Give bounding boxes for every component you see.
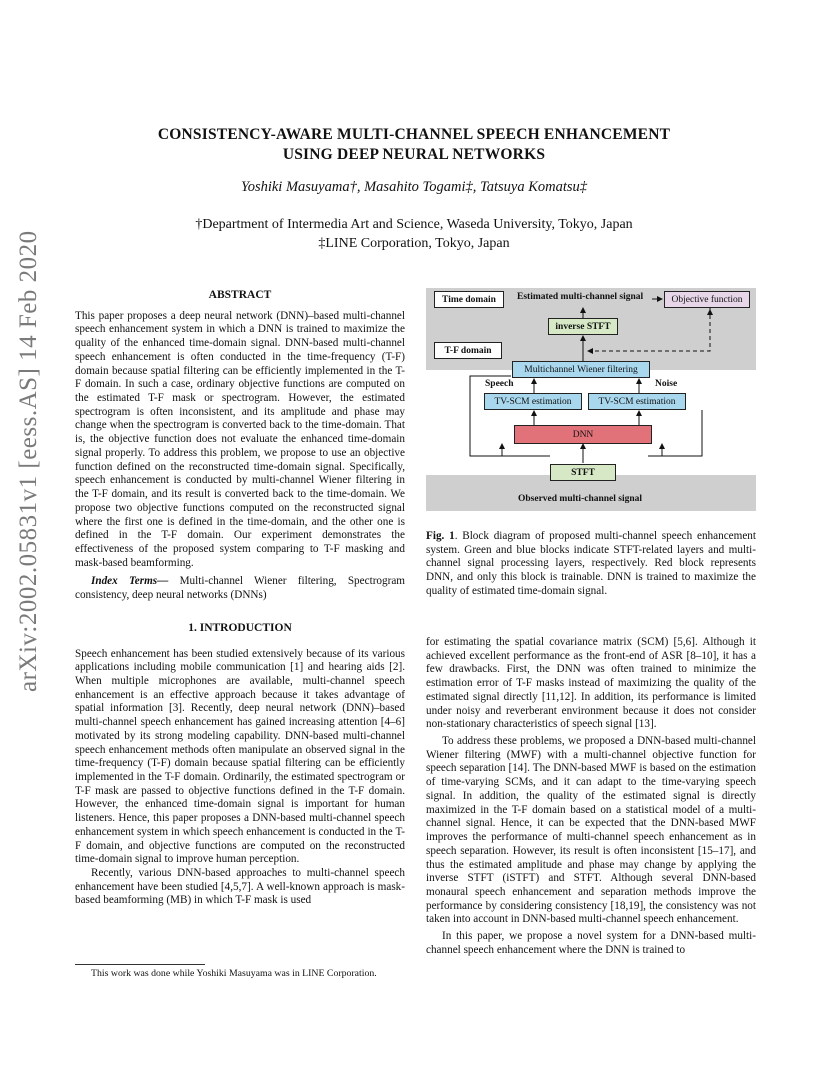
abstract-text: This paper proposes a deep neural network (DNN)–based multi-channel speech enhancement system in which a DNN is trained to maximize the quality of the enhanced time-domain signal. DNN-based multi-channel speech enhancement is often conducted in the time-frequency (T-F) domain because spatial filtering can be efficiently implemented in the T-F domain. In such a case, ordinary objective functions are computed on the estimated T-F mask or spectrogram. However, the estimated spectrogram is often inconsistent, and its amplitude and phase may change when the spectrogram is converted back to the time-domain. That is, the objective function does not evaluate the enhanced time-domain signal properly. To address this problem, we propose to use an objective function defined on the reconstructed time-domain signal. Specifically, speech enhancement is conducted by multi-channel Wiener filtering in the T-F domain, and its result is converted back to the time-domain. We propose two objective functions computed on the reconstructed signal where the first one is defined in the time-domain, and the other one is defined in the T-F domain. Our experiment demonstrates the effectiveness of the proposed system comparing to T-F masking and mask-based beamforming. [75, 309, 405, 569]
affiliation-2: ‡LINE Corporation, Tokyo, Japan [318, 236, 510, 251]
inverse-stft-box: inverse STFT [548, 318, 618, 335]
intro-paragraph-1: Speech enhancement has been studied extensively because of its various applications including mobile communication [1] and hearing aids [2]. When multiple microphones are available, multi-channel speech enhancement is an effective approach because it takes advantage of spatial information [3]. Recently, deep neural network (DNN)–based multi-channel speech enhancement has gained increasing attention [4–6] motivated by its strong modeling capability. DNN-based multi-channel speech enhancement methods often manipulate an observed signal in the time-frequency (T-F) domain because spatial filtering can be efficiently implemented in the T-F domain. Ordinarily, the estimated spectrogram or T-F mask are passed to objective functions defined in the T-F domain. However, the enhanced time-domain signal is important for human listeners. Hence, this paper proposes a DNN-based multi-channel speech enhancement system in which speech enhancement is conducted in the T-F domain, and objective functions are computed on the reconstructed time-domain signal to improve human perception. [75, 647, 405, 866]
speech-label: Speech [485, 379, 514, 389]
objective-function-box: Objective function [664, 291, 750, 308]
tv-scm-box-noise: TV-SCM estimation [588, 393, 686, 410]
authors: Yoshiki Masuyama†, Masahito Togami‡, Tatsuya Komatsu‡ [240, 179, 588, 195]
index-terms-label: Index Terms— [91, 575, 169, 588]
caption-label: Fig. 1 [426, 530, 455, 542]
noise-label: Noise [655, 379, 678, 389]
time-domain-label: Time domain [434, 291, 504, 308]
introduction-heading: 1. INTRODUCTION [188, 621, 292, 634]
right-paragraph-1: for estimating the spatial covariance matrix (SCM) [5,6]. Although it achieved excellent performance as the front-end of ASR [8–10], it has a few drawbacks. First, the DNN was often trained to minimize the estimation error of T-F masks instead of maximizing the quality of the estimated signal directly [11,12]. In addition, its performance is limited under noisy and reverberant environment because it does not consider non-stationary characteristics of speech signal [13]. [426, 636, 756, 731]
right-column [426, 636, 756, 958]
intro-paragraph-2: Recently, various DNN-based approaches to multi-channel speech enhancement have been studied [4,5,7]. A well-known approach is mask-based beamforming (MB) in which T-F mask is used [75, 867, 405, 907]
mwf-box: Multichannel Wiener filtering [512, 361, 650, 378]
stft-box: STFT [550, 464, 616, 481]
tf-domain-label: T-F domain [434, 342, 502, 359]
abstract-heading: ABSTRACT [208, 289, 272, 301]
right-paragraph-3: In this paper, we propose a novel system for a DNN-based multi-channel speech enhancement where the DNN is trained to [426, 930, 756, 956]
estimated-signal-label: Estimated multi-channel signal [517, 292, 644, 302]
arxiv-side-stamp: arXiv:2002.05831v1 [eess.AS] 14 Feb 2020 [15, 230, 42, 692]
footnote: This work was done while Yoshiki Masuyama was in LINE Corporation. [91, 968, 377, 979]
right-paragraph-2: To address these problems, we proposed a DNN-based multi-channel Wiener filtering (MWF) with a multi-channel objective function for speech separation [14]. The DNN-based MWF is based on the estimation of time-varying SCMs, and it can adapt to the time-varying speech signal. In addition, the quality of the estimated signal is directly maximized in the T-F domain based on a statistical model of a multi-channel signal. Hence, it can be expected that the DNN-based MWF improves the performance of multi-channel speech enhancement as in speech separation. However, its result is often inconsistent [15–17], and thus the estimated amplitude and phase may change by applying the inverse STFT (iSTFT) and STFT. Although several DNN-based monaural speech enhancement and separation methods improve the performance by considering consistency [18,19], the consistency was not taken into account in DNN-based multi-channel speech enhancement. [426, 735, 756, 926]
caption-text: . Block diagram of proposed multi-channel speech enhancement system. Green and blue blocks indicate STFT-related layers and multi-channel signal processing layers, respectively. Red block represents DNN, and only this block is trainable. DNN is trained to maximize the quality of estimated time-domain signal. [426, 530, 757, 597]
figure-caption [426, 530, 756, 599]
tv-scm-box-speech: TV-SCM estimation [484, 393, 582, 410]
footnote-rule [75, 964, 205, 965]
left-column [75, 289, 405, 908]
paper-title [0, 125, 828, 165]
block-diagram [426, 284, 756, 516]
index-terms [75, 575, 405, 602]
title-line-1: CONSISTENCY-AWARE MULTI-CHANNEL SPEECH ENHANCEMENT [157, 126, 671, 143]
index-terms-text: Multi-channel Wiener filtering, Spectrogram consistency, deep neural networks (DNNs) [75, 575, 405, 602]
dnn-box: DNN [514, 425, 652, 444]
observed-signal-label: Observed multi-channel signal [518, 494, 643, 504]
affiliation-1: †Department of Intermedia Art and Science, Waseda University, Tokyo, Japan [195, 217, 633, 232]
title-line-2: USING DEEP NEURAL NETWORKS [282, 146, 546, 163]
